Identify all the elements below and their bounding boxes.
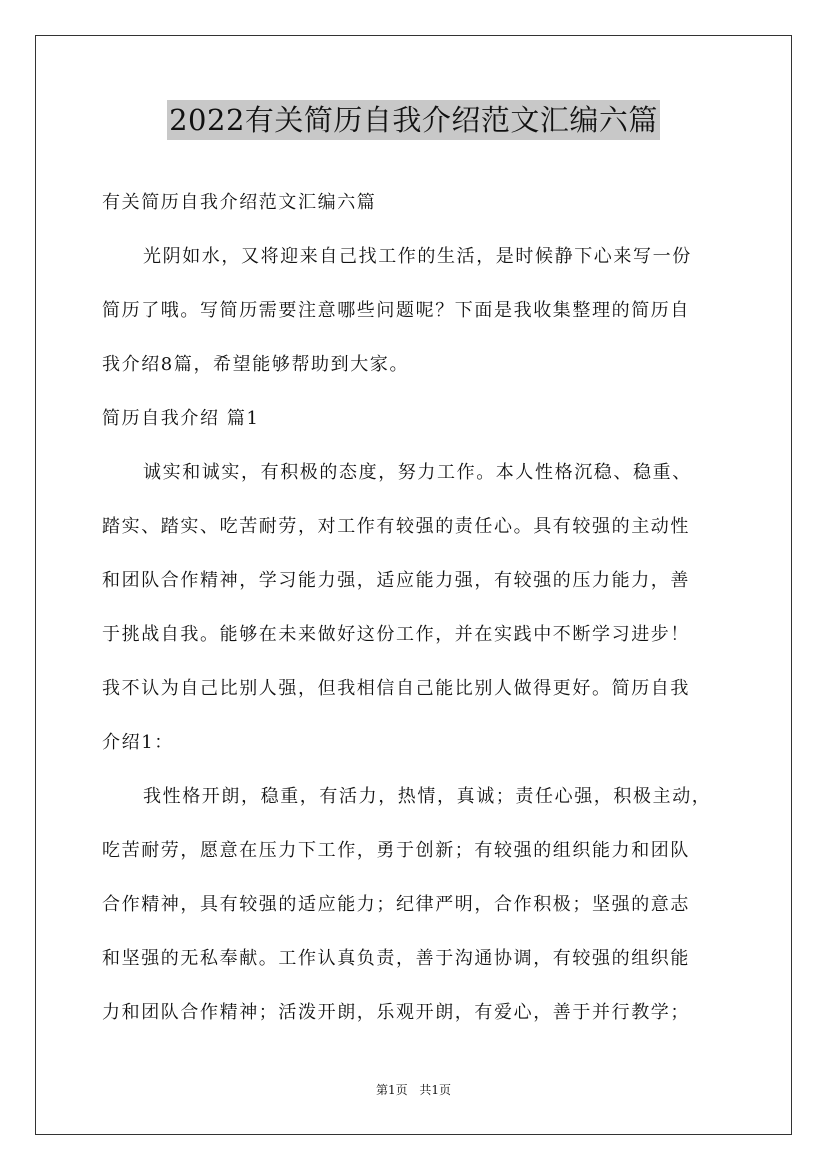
text-line: 和团队合作精神，学习能力强，适应能力强，有较强的压力能力，善 <box>102 570 690 591</box>
page-footer <box>0 1082 827 1098</box>
text-line: 简历了哦。写简历需要注意哪些问题呢？下面是我收集整理的简历自 <box>102 300 690 321</box>
page-number: 第1页 <box>375 1083 408 1097</box>
document-body <box>102 176 742 1040</box>
text-line: 踏实、踏实、吃苦耐劳，对工作有较强的责任心。具有较强的主动性 <box>102 516 690 537</box>
text-line: 我不认为自己比别人强，但我相信自己能比别人做得更好。简历自我 <box>102 678 690 699</box>
text-line: 光阴如水，又将迎来自己找工作的生活，是时候静下心来写一份 <box>143 246 692 267</box>
title-container <box>0 100 827 140</box>
document-title: 2022有关简历自我介绍范文汇编六篇 <box>167 100 660 140</box>
text-line: 介绍1： <box>102 732 174 753</box>
text-line: 有关简历自我介绍范文汇编六篇 <box>102 192 377 213</box>
text-line: 吃苦耐劳，愿意在压力下工作，勇于创新；有较强的组织能力和团队 <box>102 840 690 861</box>
text-line: 诚实和诚实，有积极的态度，努力工作。本人性格沉稳、稳重、 <box>143 462 692 483</box>
section-heading: 简历自我介绍 篇1 <box>102 408 260 429</box>
text-line: 我性格开朗，稳重，有活力，热情，真诚；责任心强，积极主动， <box>143 786 712 807</box>
page-count: 共1页 <box>419 1083 452 1097</box>
text-line: 力和团队合作精神；活泼开朗，乐观开朗，有爱心，善于并行教学； <box>102 1002 690 1023</box>
text-line: 和坚强的无私奉献。工作认真负责，善于沟通协调，有较强的组织能 <box>102 948 690 969</box>
text-line: 合作精神，具有较强的适应能力；纪律严明，合作积极；坚强的意志 <box>102 894 690 915</box>
text-line: 我介绍8篇，希望能够帮助到大家。 <box>102 354 410 375</box>
text-line: 于挑战自我。能够在未来做好这份工作，并在实践中不断学习进步！ <box>102 624 690 645</box>
